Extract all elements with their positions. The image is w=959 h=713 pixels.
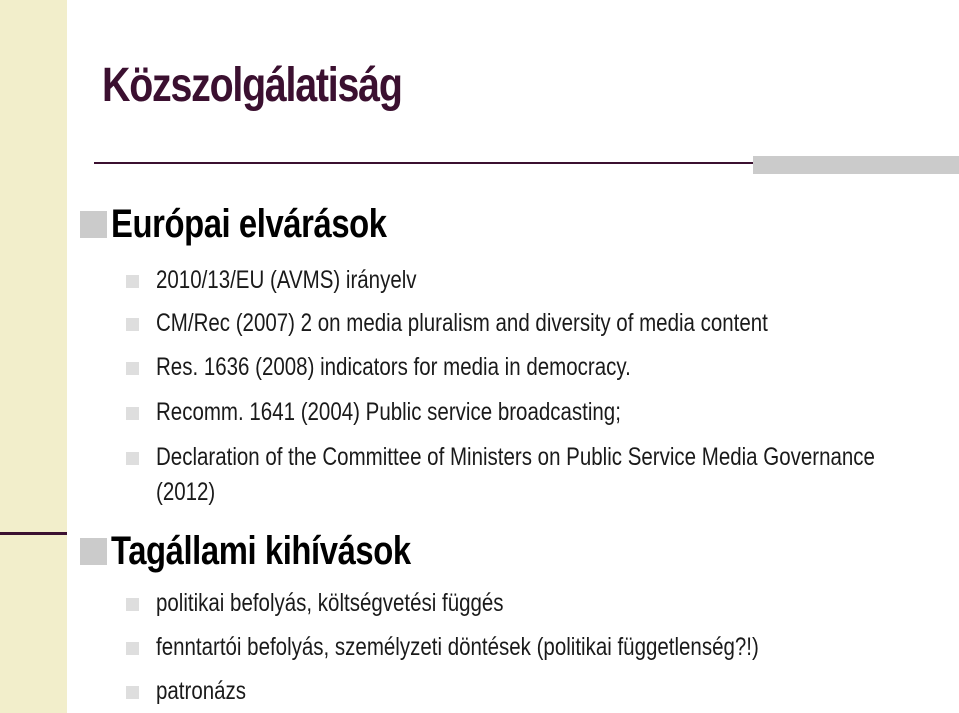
list-item: Declaration of the Committee of Ministers on Public Service Media Governance [156, 443, 875, 471]
list-item: Res. 1636 (2008) indicators for media in democracy. [156, 353, 631, 381]
square-bullet-icon [126, 318, 139, 331]
list-item: Recomm. 1641 (2004) Public service broadcasting; [156, 398, 621, 426]
square-bullet-icon [80, 538, 107, 565]
list-item: patronázs [156, 677, 247, 705]
title-divider-accent [753, 156, 959, 174]
square-bullet-icon [80, 211, 107, 238]
list-item: 2010/13/EU (AVMS) irányelv [156, 266, 417, 294]
sidebar-divider [0, 532, 67, 535]
square-bullet-icon [126, 598, 139, 611]
list-item-continuation: (2012) [156, 478, 216, 506]
section-heading-european: Európai elvárások [111, 202, 387, 246]
square-bullet-icon [126, 642, 139, 655]
square-bullet-icon [126, 407, 139, 420]
list-item: CM/Rec (2007) 2 on media pluralism and diversity of media content [156, 309, 768, 337]
square-bullet-icon [126, 362, 139, 375]
square-bullet-icon [126, 452, 139, 465]
square-bullet-icon [126, 686, 139, 699]
slide-title: Közszolgálatiság [102, 59, 402, 112]
section-heading-member-state: Tagállami kihívások [111, 529, 411, 573]
slide-sidebar [0, 0, 67, 713]
list-item: fenntartói befolyás, személyzeti döntések (politikai függetlenség?!) [156, 633, 759, 661]
square-bullet-icon [126, 275, 139, 288]
list-item: politikai befolyás, költségvetési függés [156, 589, 504, 617]
